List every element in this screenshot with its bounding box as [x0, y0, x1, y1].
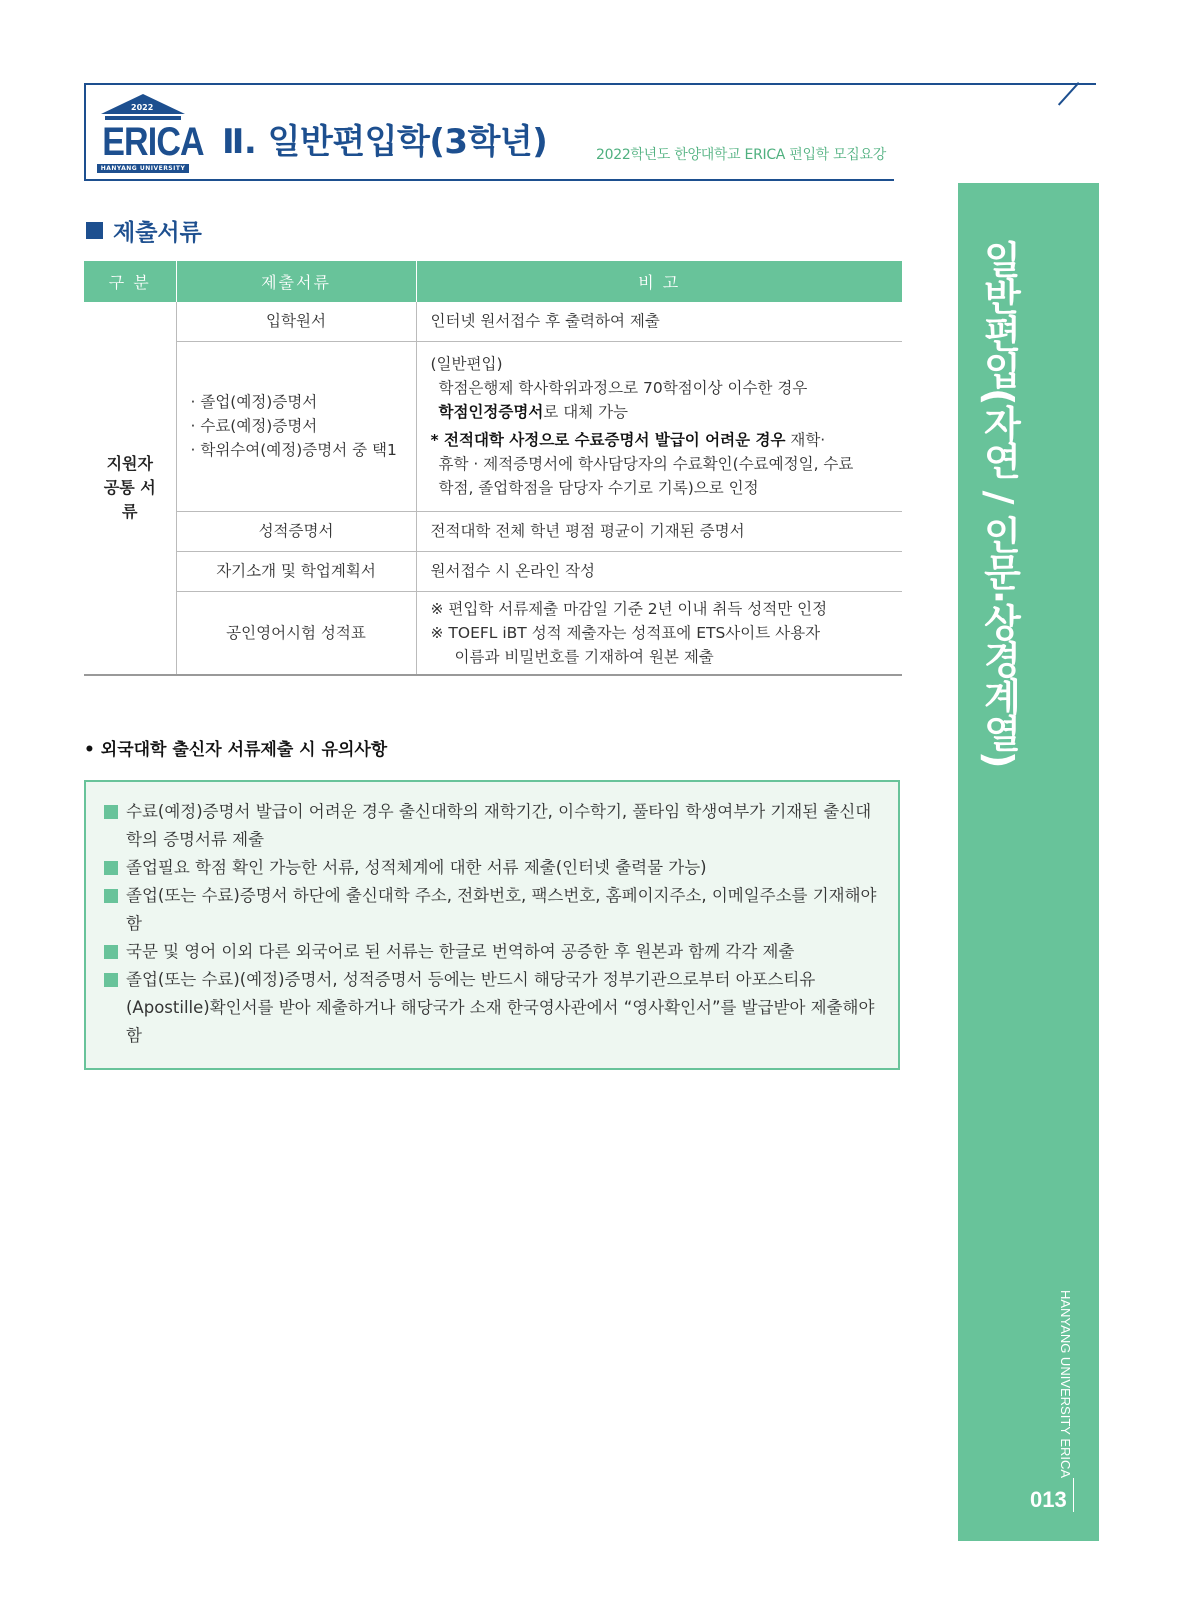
table-header-row — [84, 261, 902, 302]
table-row — [84, 341, 902, 511]
note-cell — [416, 341, 902, 511]
note-line: 휴학 · 제적증명서에 학사담당자의 수료확인(수료예정일, 수료 — [438, 455, 854, 473]
square-bullet-icon — [104, 861, 118, 875]
square-bullet-icon — [86, 222, 103, 239]
page-number-divider — [1073, 1478, 1074, 1512]
documents-table — [84, 261, 902, 676]
note-bold: 학점인정증명서 — [438, 403, 544, 421]
note-cell: 원서접수 시 온라인 작성 — [416, 551, 902, 591]
header-subtitle: 2022학년도 한양대학교 ERICA 편입학 모집요강 — [596, 147, 886, 163]
list-item — [104, 882, 878, 938]
note-bold: * 전적대학 사정으로 수료증명서 발급이 어려운 경우 — [430, 431, 786, 449]
square-bullet-icon — [104, 973, 118, 987]
notice-title: • 외국대학 출신자 서류제출 시 유의사항 — [84, 740, 388, 760]
doc-cell — [176, 341, 416, 511]
list-item: · 수료(예정)증명서 — [191, 414, 402, 438]
logo-university: HANYANG UNIVERSITY — [97, 164, 189, 173]
erica-logo — [95, 92, 204, 174]
list-item — [104, 938, 878, 966]
logo-text: ERICA — [102, 120, 204, 164]
note-line — [431, 428, 889, 452]
logo-year: 2022 — [131, 103, 154, 112]
list-item: · 졸업(예정)증명서 — [191, 390, 402, 414]
header-corner-slash — [1058, 82, 1080, 106]
table-row — [84, 302, 902, 341]
list-item — [104, 966, 878, 1050]
doc-options — [191, 390, 402, 462]
note-line: ※ 편입학 서류제출 마감일 기준 2년 이내 취득 성적만 인정 — [430, 599, 828, 618]
note-cell: 전적대학 전체 학년 평점 평균이 기재된 증명서 — [416, 511, 902, 551]
note-cell: 인터넷 원서접수 후 출력하여 제출 — [416, 302, 902, 341]
note-text: 로 대체 가능 — [543, 403, 629, 421]
list-item — [104, 854, 878, 882]
doc-cell: 성적증명서 — [176, 511, 416, 551]
list-item: · 학위수여(예정)증명서 중 택1 — [191, 438, 402, 462]
notice-text: 졸업(또는 수료)증명서 하단에 출신대학 주소, 전화번호, 팩스번호, 홈페이지주소, 이메일주소를 기재해야 함 — [126, 886, 877, 933]
heading-text: 제출서류 — [113, 220, 202, 246]
side-tab-title: 일반편입(자연 / 인문·상경계열) — [977, 240, 1021, 768]
notice-box — [84, 780, 900, 1070]
note-line: 학점, 졸업학점을 담당자 수기로 기록)으로 인정 — [438, 479, 759, 497]
note-line: (일반편입) — [430, 355, 503, 373]
category-cell: 지원자 공통 서류 — [84, 302, 176, 675]
note-line: 이름과 비밀번호를 기재하여 원본 제출 — [454, 647, 714, 666]
note-cell — [416, 591, 902, 675]
table-row — [84, 551, 902, 591]
notice-text: 수료(예정)증명서 발급이 어려운 경우 출신대학의 재학기간, 이수학기, 풀타임 학생여부가 기재된 출신대학의 증명서류 제출 — [126, 802, 872, 849]
square-bullet-icon — [104, 889, 118, 903]
table-row — [84, 591, 902, 675]
doc-cell: 자기소개 및 학업계획서 — [176, 551, 416, 591]
note-line — [431, 400, 889, 424]
note-line: 학점은행제 학사학위과정으로 70학점이상 이수한 경우 — [438, 379, 808, 397]
table-header: 비 고 — [416, 261, 902, 302]
note-text: 재학· — [785, 431, 826, 449]
table-row — [84, 511, 902, 551]
side-university: HANYANG UNIVERSITY ERICA — [1058, 1290, 1073, 1479]
page-number: 013 — [1030, 1487, 1067, 1512]
notice-text: 졸업필요 학점 확인 가능한 서류, 성적체계에 대한 서류 제출(인터넷 출력물 가능) — [126, 858, 707, 877]
square-bullet-icon — [104, 805, 118, 819]
table-header: 제출서류 — [176, 261, 416, 302]
doc-cell: 입학원서 — [176, 302, 416, 341]
section-title: Ⅱ. 일반편입학(3학년) — [222, 122, 548, 162]
notice-text: 국문 및 영어 이외 다른 외국어로 된 서류는 한글로 번역하여 공증한 후 원본과 함께 각각 제출 — [126, 942, 795, 961]
table-header: 구 분 — [84, 261, 176, 302]
section-heading — [86, 214, 202, 247]
notice-text: 졸업(또는 수료)(예정)증명서, 성적증명서 등에는 반드시 해당국가 정부기관으로부터 아포스티유(Apostille)확인서를 받아 제출하거나 해당국가 소재 한국영사관에서 “영사확인서”를 발급받아 제출해야 함 — [126, 970, 875, 1045]
list-item — [104, 798, 878, 854]
doc-cell: 공인영어시험 성적표 — [176, 591, 416, 675]
note-line: ※ TOEFL iBT 성적 제출자는 성적표에 ETS사이트 사용자 — [430, 623, 821, 642]
square-bullet-icon — [104, 945, 118, 959]
